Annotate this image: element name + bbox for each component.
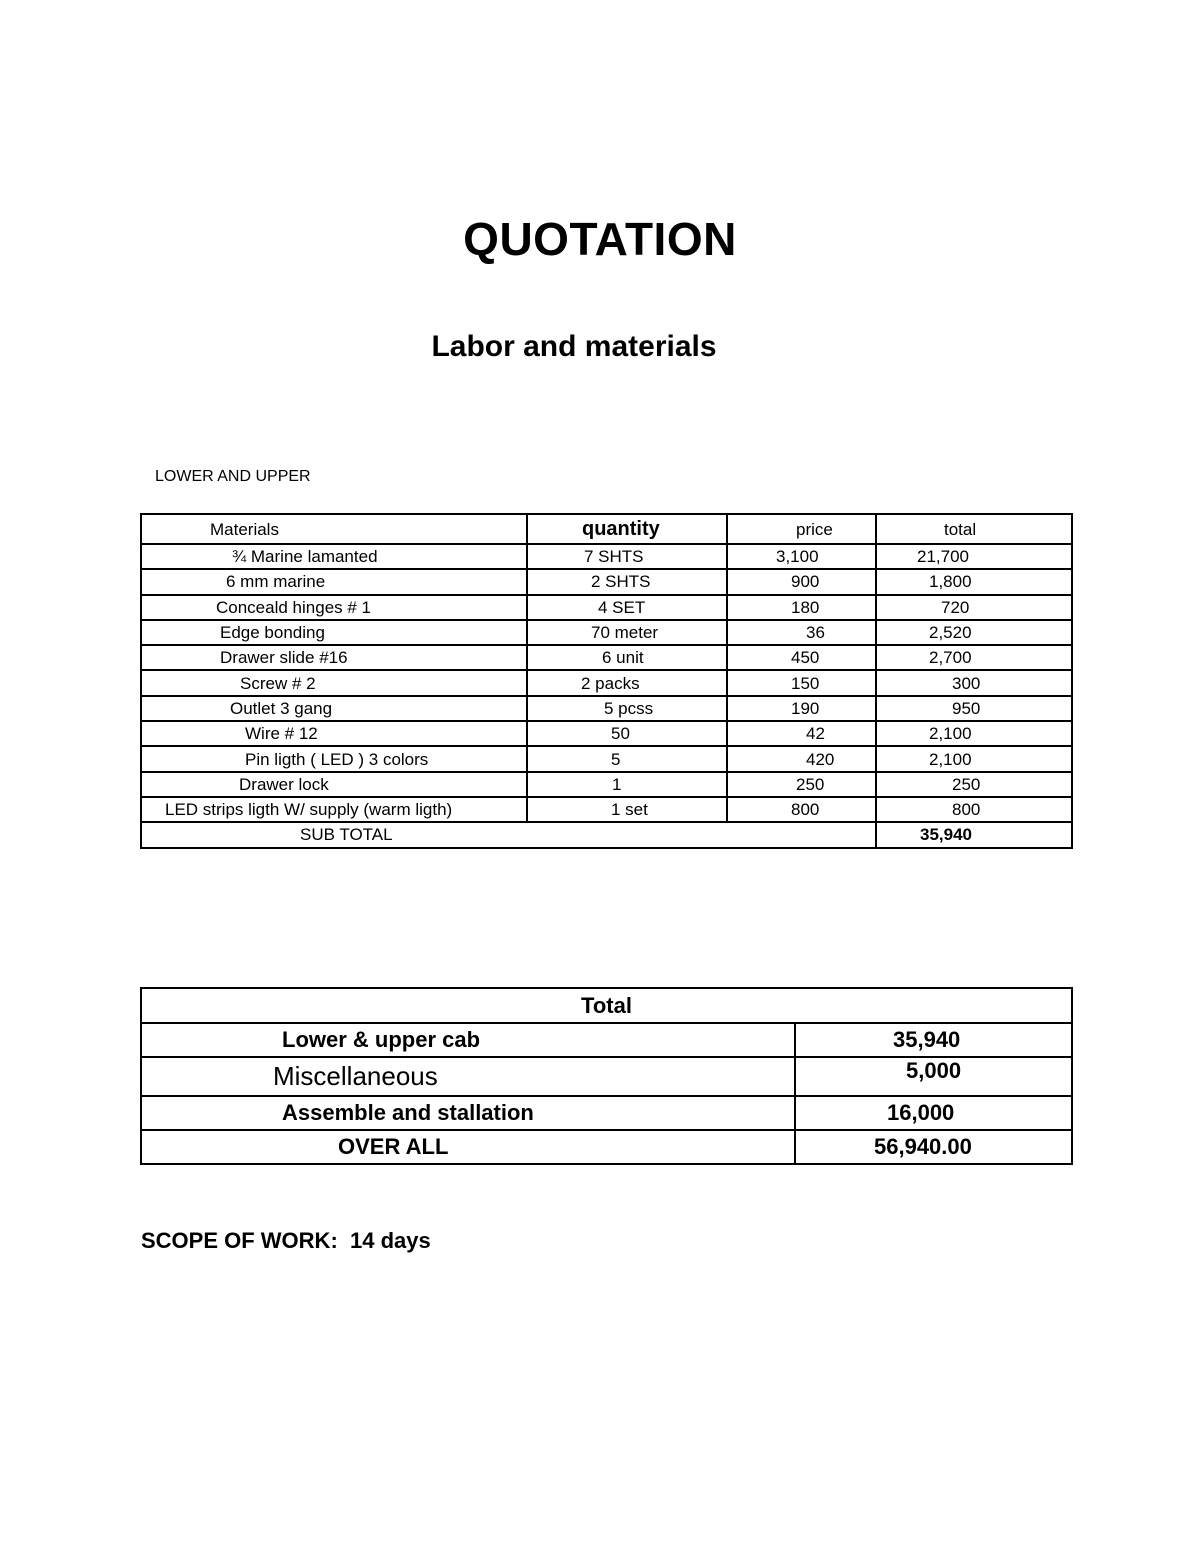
document-title: QUOTATION bbox=[463, 213, 737, 265]
material-total: 1,800 bbox=[876, 569, 1072, 594]
subtotal-value: 35,940 bbox=[876, 822, 1072, 847]
section-label: LOWER AND UPPER bbox=[155, 468, 311, 485]
material-total: 2,700 bbox=[876, 645, 1072, 670]
header-materials bbox=[141, 514, 527, 544]
scope-value: 14 days bbox=[350, 1228, 431, 1253]
material-qty: 70 meter bbox=[527, 620, 727, 645]
material-qty: 2 packs bbox=[527, 670, 727, 695]
summary-row bbox=[141, 1023, 1072, 1057]
material-total: 950 bbox=[876, 696, 1072, 721]
table-row bbox=[141, 696, 1072, 721]
summary-row bbox=[141, 1057, 1072, 1096]
summary-value: 56,940.00 bbox=[795, 1130, 1072, 1164]
material-qty: 1 set bbox=[527, 797, 727, 822]
summary-value: 5,000 bbox=[795, 1057, 1072, 1096]
summary-value: 35,940 bbox=[795, 1023, 1072, 1057]
material-price: 420 bbox=[727, 746, 876, 771]
header-total-text: total bbox=[944, 519, 977, 539]
material-total: 720 bbox=[876, 595, 1072, 620]
table-row bbox=[141, 544, 1072, 569]
summary-value: 16,000 bbox=[795, 1096, 1072, 1130]
material-total: 2,520 bbox=[876, 620, 1072, 645]
summary-header-row bbox=[141, 988, 1072, 1023]
material-total: 250 bbox=[876, 772, 1072, 797]
material-total: 2,100 bbox=[876, 721, 1072, 746]
material-qty: 1 bbox=[527, 772, 727, 797]
material-price: 36 bbox=[727, 620, 876, 645]
material-total: 21,700 bbox=[876, 544, 1072, 569]
material-price: 180 bbox=[727, 595, 876, 620]
material-qty: 2 SHTS bbox=[527, 569, 727, 594]
table-row bbox=[141, 620, 1072, 645]
subtotal-label: SUB TOTAL bbox=[141, 822, 876, 847]
summary-header: Total bbox=[141, 988, 1072, 1023]
material-total: 2,100 bbox=[876, 746, 1072, 771]
misc-label-text: Miscellaneous bbox=[273, 1061, 438, 1091]
material-qty: 6 unit bbox=[527, 645, 727, 670]
scope-label: SCOPE OF WORK: bbox=[141, 1228, 338, 1253]
material-name: Conceald hinges # 1 bbox=[141, 595, 527, 620]
material-price: 900 bbox=[727, 569, 876, 594]
table-row bbox=[141, 721, 1072, 746]
material-total: 300 bbox=[876, 670, 1072, 695]
material-price: 3,100 bbox=[727, 544, 876, 569]
document-subtitle: Labor and materials bbox=[431, 330, 717, 363]
header-materials-text: Materials bbox=[210, 519, 279, 539]
material-name: 6 mm marine bbox=[141, 569, 527, 594]
material-price: 250 bbox=[727, 772, 876, 797]
summary-row bbox=[141, 1096, 1072, 1130]
summary-label bbox=[141, 1057, 795, 1096]
table-row bbox=[141, 797, 1072, 822]
material-qty: 4 SET bbox=[527, 595, 727, 620]
material-name: Pin ligth ( LED ) 3 colors bbox=[141, 746, 527, 771]
material-price: 450 bbox=[727, 645, 876, 670]
material-name: LED strips ligth W/ supply (warm ligth) bbox=[141, 797, 527, 822]
material-name: Wire # 12 bbox=[141, 721, 527, 746]
summary-label: OVER ALL bbox=[141, 1130, 795, 1164]
material-qty: 50 bbox=[527, 721, 727, 746]
header-price bbox=[727, 514, 876, 544]
summary-table bbox=[140, 987, 1073, 1165]
table-row bbox=[141, 645, 1072, 670]
materials-table bbox=[140, 513, 1073, 849]
material-price: 150 bbox=[727, 670, 876, 695]
header-price-text: price bbox=[796, 519, 833, 539]
table-row bbox=[141, 595, 1072, 620]
material-name: Edge bonding bbox=[141, 620, 527, 645]
material-qty: 5 bbox=[527, 746, 727, 771]
material-price: 800 bbox=[727, 797, 876, 822]
material-price: 190 bbox=[727, 696, 876, 721]
material-name: ¾ Marine lamanted bbox=[141, 544, 527, 569]
table-row bbox=[141, 670, 1072, 695]
material-price: 42 bbox=[727, 721, 876, 746]
material-name: Screw # 2 bbox=[141, 670, 527, 695]
header-quantity-text: quantity bbox=[582, 517, 660, 540]
table-row bbox=[141, 569, 1072, 594]
table-row bbox=[141, 772, 1072, 797]
material-name: Outlet 3 gang bbox=[141, 696, 527, 721]
material-qty: 7 SHTS bbox=[527, 544, 727, 569]
summary-label: Assemble and stallation bbox=[141, 1096, 795, 1130]
header-quantity bbox=[527, 514, 727, 544]
material-name: Drawer slide #16 bbox=[141, 645, 527, 670]
subtotal-row bbox=[141, 822, 1072, 847]
header-total bbox=[876, 514, 1072, 544]
material-total: 800 bbox=[876, 797, 1072, 822]
scope-of-work bbox=[141, 1228, 431, 1254]
material-name: Drawer lock bbox=[141, 772, 527, 797]
summary-label: Lower & upper cab bbox=[141, 1023, 795, 1057]
table-row bbox=[141, 746, 1072, 771]
summary-row bbox=[141, 1130, 1072, 1164]
materials-header-row bbox=[141, 514, 1072, 544]
material-qty: 5 pcss bbox=[527, 696, 727, 721]
